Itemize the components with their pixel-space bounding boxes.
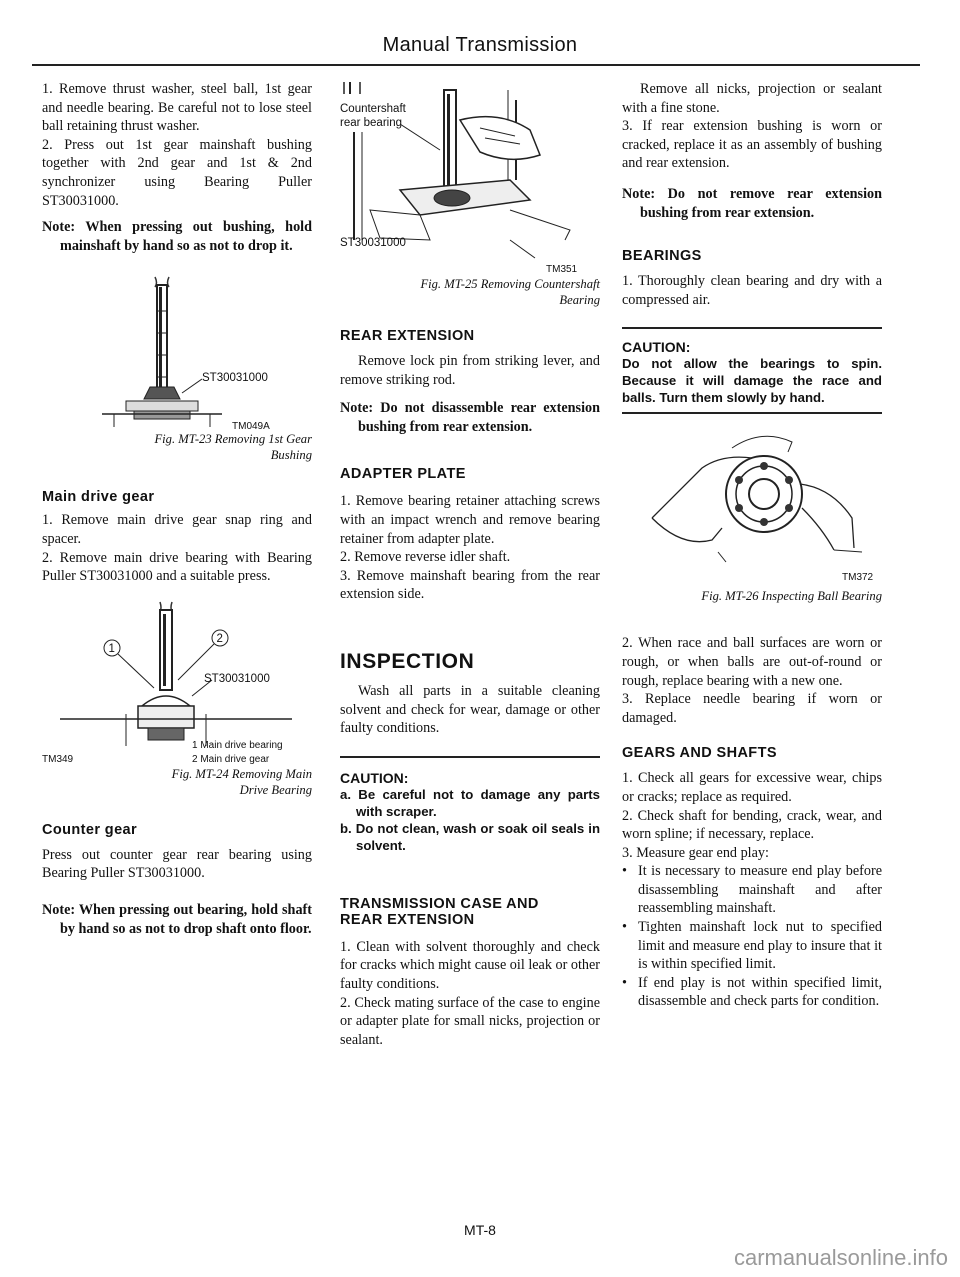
inspection-intro: Wash all parts in a suitable cleaning solvent and check for wear, damage or other faulty conditions.	[340, 682, 600, 737]
step-press-out-bushing: 2. Press out 1st gear mainshaft bushing together with 2nd gear and 1st & 2nd synchronizer using Bearing Puller ST30031000.	[42, 136, 312, 209]
figure-mt-23	[42, 271, 312, 463]
figure-mt-25-code: TM351	[546, 264, 578, 275]
legend-main-drive-gear: 2 Main drive gear	[192, 753, 270, 765]
section-adapter-plate: ADAPTER PLATE	[340, 466, 466, 483]
figure-mt-24-caption-line1: Fig. MT-24 Removing Main	[171, 766, 312, 781]
section-transmission-case-line1: TRANSMISSION CASE AND	[340, 895, 539, 912]
step-replace-bearing: 2. When race and ball surfaces are worn or rough, or when balls are out-of-round or rough, replace bearing with a new one.	[622, 635, 882, 689]
figure-mt-24-code: TM349	[42, 753, 74, 765]
step-clean-bearing: 1. Thoroughly clean bearing and dry with a compressed air.	[622, 273, 882, 308]
callout-1-number: 1	[108, 642, 115, 655]
callout-2-number: 2	[216, 632, 223, 645]
figure-mt-23-tool-label: ST30031000	[202, 372, 268, 385]
caution-box-inspection	[340, 756, 600, 860]
step-remove-mainshaft-bearing: 3. Remove mainshaft bearing from the rear extension side.	[340, 567, 600, 603]
page-header-title: Manual Transmission	[382, 34, 578, 56]
section-bearings: BEARINGS	[622, 248, 702, 265]
step-check-gears: 1. Check all gears for excessive wear, chips or cracks; replace as required.	[622, 770, 882, 805]
note-do-not-remove-bushing: Note: Do not remove rear extension bushing from rear extension.	[622, 185, 882, 221]
figure-mt-25-tool-label: ST30031000	[340, 237, 406, 249]
step-remove-main-drive-bearing: 2. Remove main drive bearing with Bearing Puller ST30031000 and a suitable press.	[42, 549, 312, 585]
bullet-tighten-lock-nut: • Tighten mainshaft lock nut to specified limit and measure end play to insure that it is within specified limit.	[622, 918, 882, 974]
watermark: carmanualsonline.info	[733, 1245, 948, 1270]
section-main-drive-gear: Main drive gear	[42, 489, 155, 506]
step-remove-nicks: Remove all nicks, projection or sealant with a fine stone.	[622, 81, 882, 116]
bullet-measure-before-after: • It is necessary to measure end play before disassembling mainshaft and after reassembling mainshaft.	[622, 862, 882, 918]
note-hold-shaft: Note: When pressing out bearing, hold shaft by hand so as not to drop shaft onto floor.	[42, 901, 312, 937]
figure-mt-23-caption-line2: Bushing	[270, 448, 312, 463]
step-replace-bushing: 3. If rear extension bushing is worn or cracked, replace it as an assembly of bushing and rear extension.	[622, 118, 882, 172]
main-drive-bearing-illustration	[42, 596, 312, 766]
header-rule	[32, 64, 920, 66]
step-remove-idler-shaft: 2. Remove reverse idler shaft.	[340, 549, 511, 566]
step-check-mating-surface: 2. Check mating surface of the case to engine or adapter plate for small nicks, projection or sealant.	[340, 994, 600, 1048]
step-remove-thrust-washer: 1. Remove thrust washer, steel ball, 1st gear and needle bearing. Be careful not to lose steel ball retaining thrust washer.	[42, 81, 312, 135]
figure-mt-25-label-countershaft: Countershaft	[340, 103, 406, 115]
section-gears-and-shafts: GEARS AND SHAFTS	[622, 745, 777, 762]
step-press-out-counter-gear: Press out counter gear rear bearing using Bearing Puller ST30031000.	[42, 846, 312, 882]
bullet-disassemble-if-out-of-limit: • If end play is not within specified limit, disassemble and check parts for condition.	[622, 974, 882, 1011]
note-rear-extension-bushing: Note: Do not disassemble rear extension bushing from rear extension.	[340, 400, 600, 435]
ball-bearing-illustration	[622, 428, 882, 588]
column-left	[42, 80, 312, 938]
step-clean-with-solvent: 1. Clean with solvent thoroughly and check for cracks which might cause oil leak or other faulty conditions.	[340, 938, 601, 992]
caution-bearings-text: Do not allow the bearings to spin. Because it will damage the race and balls. Turn them slowly by hand.	[622, 356, 882, 406]
caution-item-b: b. Do not clean, wash or soak oil seals in solvent.	[340, 820, 600, 853]
step-remove-bearing-retainer: 1. Remove bearing retainer attaching screws with an impact wrench and remove bearing retainer from adapter plate.	[340, 493, 600, 547]
puller-shaft-illustration	[42, 271, 312, 431]
step-measure-end-play: 3. Measure gear end play:	[622, 844, 769, 861]
figure-mt-24-tool-label: ST30031000	[204, 672, 270, 685]
figure-mt-24	[42, 596, 312, 798]
caution-label-bearings: CAUTION:	[622, 339, 691, 356]
figure-mt-26	[622, 428, 882, 604]
section-rear-extension: REAR EXTENSION	[340, 328, 475, 344]
figure-mt-26-caption: Fig. MT-26 Inspecting Ball Bearing	[701, 589, 882, 604]
step-remove-snap-ring: 1. Remove main drive gear snap ring and spacer.	[42, 512, 312, 547]
column-middle	[340, 80, 600, 1049]
figure-mt-23-code: TM049A	[232, 421, 270, 432]
legend-main-drive-bearing: 1 Main drive bearing	[192, 739, 283, 751]
column-right	[622, 80, 882, 1011]
step-replace-needle-bearing: 3. Replace needle bearing if worn or damaged.	[622, 691, 882, 726]
step-remove-lock-pin: Remove lock pin from striking lever, and remove striking rod.	[340, 353, 600, 388]
caution-label-inspection: CAUTION:	[340, 769, 409, 786]
section-counter-gear: Counter gear	[42, 821, 138, 838]
figure-mt-23-caption-line1: Fig. MT-23 Removing 1st Gear	[154, 432, 312, 447]
caution-item-a: a. Be careful not to damage any parts with scraper.	[340, 786, 600, 819]
caution-box-bearings	[622, 327, 882, 414]
section-transmission-case-line2: REAR EXTENSION	[340, 911, 475, 928]
figure-mt-25-label-rear-bearing: rear bearing	[340, 117, 403, 129]
step-check-shaft: 2. Check shaft for bending, crack, wear, and worn spline; if necessary, replace.	[622, 807, 882, 843]
figure-mt-25-caption-line2: Bearing	[559, 293, 600, 307]
figure-mt-25	[340, 80, 600, 308]
figure-mt-24-caption-line2: Drive Bearing	[239, 782, 312, 797]
figure-mt-25-caption-line1: Fig. MT-25 Removing Countershaft	[420, 277, 600, 291]
countershaft-bearing-illustration	[340, 80, 600, 276]
figure-mt-26-code: TM372	[842, 572, 874, 584]
section-inspection: INSPECTION	[340, 649, 475, 673]
page-number: MT-8	[464, 1222, 496, 1238]
note-hold-mainshaft: Note: When pressing out bushing, hold mainshaft by hand so as not to drop it.	[42, 219, 312, 254]
